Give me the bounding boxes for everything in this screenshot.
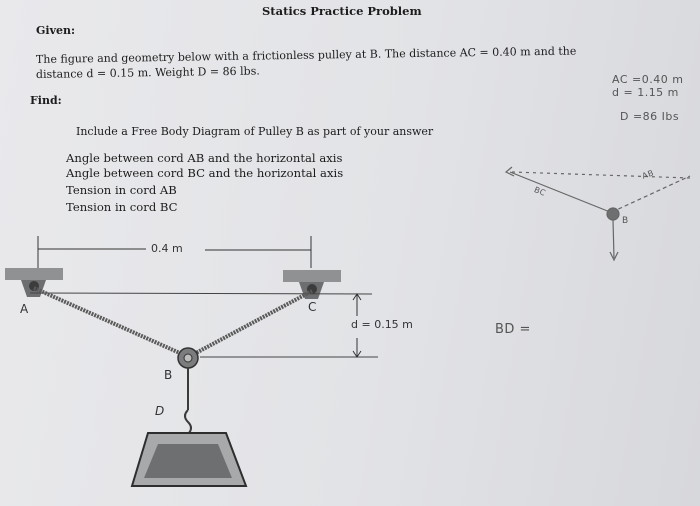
label-b: B (164, 368, 173, 382)
handwritten-weight-note: D =86 Ibs (620, 110, 680, 123)
handwritten-bd-note: BD = (495, 322, 531, 337)
weight-d-face (144, 444, 232, 478)
cord-ab (34, 288, 182, 354)
label-a: A (20, 302, 29, 316)
handwritten-ab-label: AB (640, 168, 656, 181)
given-text-line-2: distance d = 0.15 m. Weight D = 86 lbs. (35, 64, 260, 81)
pulley-b (178, 348, 198, 434)
given-text-line-1: The figure and geometry below with a frictionless pulley at B. The distance AC = 0.40 m and the (35, 44, 577, 66)
label-c: C (308, 300, 317, 314)
handwritten-bc-label: BC (532, 185, 548, 198)
find-item: Tension in cord BC (66, 200, 178, 214)
support-c (283, 270, 341, 299)
find-item: Tension in cord AB (66, 183, 177, 197)
handwritten-b-label: B (622, 216, 629, 226)
given-heading: Given: (36, 24, 76, 37)
find-item: Angle between cord AB and the horizontal axis (66, 151, 343, 165)
handwritten-fbd-sketch (506, 167, 690, 260)
handwritten-ac-note: AC =0.40 m (612, 73, 684, 86)
find-heading: Find: (30, 94, 62, 107)
find-item: Angle between cord BC and the horizontal axis (66, 166, 344, 180)
horizontal-line-ac (30, 293, 372, 294)
d-dimension-label: d = 0.15 m (351, 318, 413, 331)
cord-bc (194, 291, 312, 354)
page-title: Statics Practice Problem (262, 4, 422, 18)
width-dimension-label: 0.4 m (151, 242, 183, 255)
label-d: D (155, 404, 165, 418)
handwritten-d-note: d = 1.15 m (612, 86, 679, 99)
fbd-instruction: Include a Free Body Diagram of Pulley B as part of your answer (76, 125, 434, 138)
